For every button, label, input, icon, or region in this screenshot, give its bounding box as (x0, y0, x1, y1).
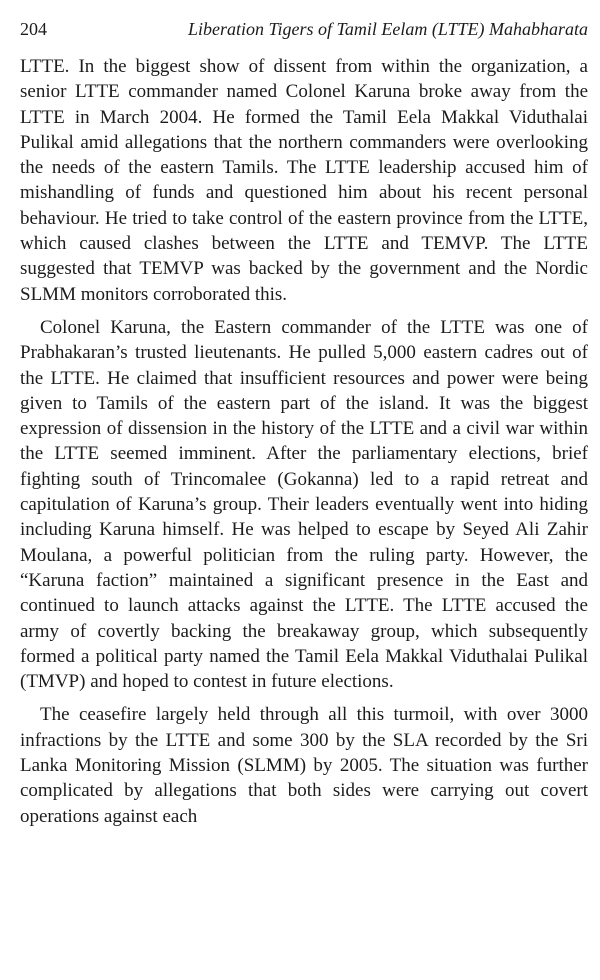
paragraph-1: LTTE. In the biggest show of dissent from within the organization, a senior LTTE commander named Colonel Karuna broke away from the LTTE in March 2004. He formed the Tamil Eela Makkal Viduthalai Pulikal amid allegations that the northern commanders were overlooking the needs of the eastern Tamils. The LTTE leadership accused him of mishandling of funds and questioned him about his recent personal behaviour. He tried to take control of the eastern province from the LTTE, which caused clashes between the LTTE and TEMVP. The LTTE suggested that TEMVP was backed by the government and the Nordic SLMM monitors corroborated this. (20, 56, 588, 305)
paragraph-3: The ceasefire largely held through all this turmoil, with over 3000 infractions by the LTTE and some 300 by the SLA recorded by the Sri Lanka Monitoring Mission (SLMM) by 2005. The situation was further complicated by allegations that both sides were carrying out covert operations against each (20, 704, 588, 827)
book-page (20, 14, 588, 974)
body-text (20, 54, 588, 829)
page-number: 204 (20, 19, 47, 39)
paragraph-2: Colonel Karuna, the Eastern commander of the LTTE was one of Prabhakaran’s trusted lieutenants. He pulled 5,000 eastern cadres out of the LTTE. He claimed that insufficient resources and power were being given to Tamils of the eastern part of the island. It was the biggest expression of dissension in the history of the LTTE and a civil war within the LTTE seemed imminent. After the parliamentary elections, brief fighting south of Trincomalee (Gokanna) led to a rapid retreat and capitulation of Karuna’s group. Their leaders eventually went into hiding including Karuna himself. He was helped to escape by Seyed Ali Zahir Moulana, a powerful politician from the ruling party. However, the “Karuna faction” maintained a significant presence in the East and continued to launch attacks against the LTTE. The LTTE accused the army of covertly backing the breakaway group, which subsequently formed a political party named the Tamil Eela Makkal Viduthalai Pulikal (TMVP) and hoped to contest in future elections. (20, 316, 588, 693)
running-header (20, 14, 588, 44)
running-title: Liberation Tigers of Tamil Eelam (LTTE) Mahabharata (187, 19, 588, 39)
